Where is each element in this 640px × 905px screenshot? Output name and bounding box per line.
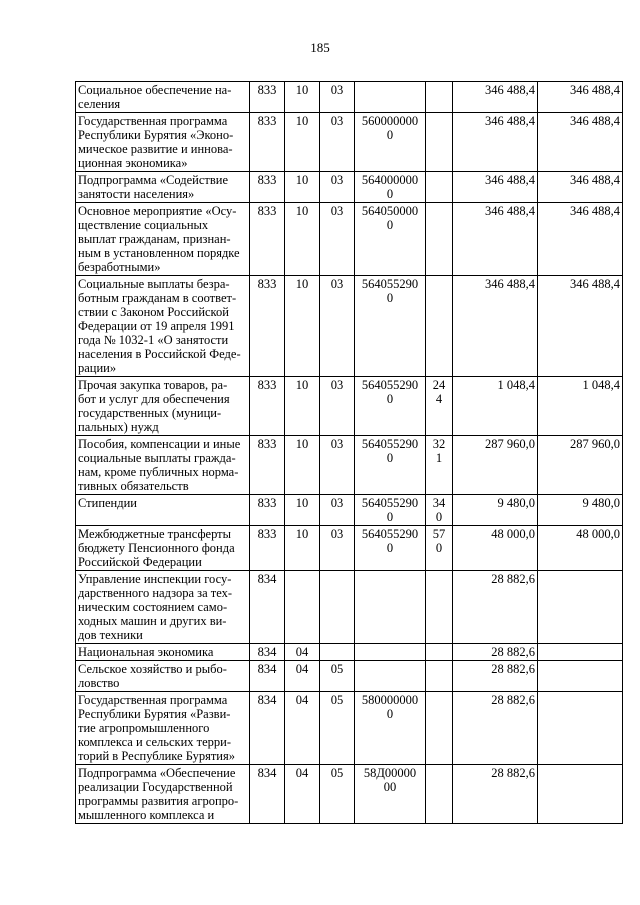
cell-section: 10 <box>285 203 320 276</box>
budget-table <box>75 81 623 824</box>
cell-amount-2: 346 488,4 <box>538 113 623 172</box>
cell-target-article: 564000000 0 <box>355 172 426 203</box>
cell-target-article: 564055290 0 <box>355 526 426 571</box>
cell-amount-1: 28 882,6 <box>453 644 538 661</box>
cell-expense-type <box>426 113 453 172</box>
table-row <box>76 276 623 377</box>
cell-subsection: 05 <box>320 765 355 824</box>
cell-amount-2: 346 488,4 <box>538 82 623 113</box>
cell-grbs: 834 <box>250 571 285 644</box>
cell-name: Социальные выплаты безра- ботным гражданам в соответ- ствии с Законом Российской Федерации от 19 апреля 1991 года № 1032-1 «О занятости населения в Российской Феде- рации» <box>76 276 250 377</box>
cell-expense-type: 34 0 <box>426 495 453 526</box>
cell-section: 10 <box>285 495 320 526</box>
cell-amount-1: 48 000,0 <box>453 526 538 571</box>
cell-grbs: 833 <box>250 276 285 377</box>
cell-subsection: 03 <box>320 82 355 113</box>
cell-expense-type <box>426 276 453 377</box>
cell-name: Национальная экономика <box>76 644 250 661</box>
cell-section: 10 <box>285 526 320 571</box>
cell-subsection: 03 <box>320 436 355 495</box>
table-row <box>76 495 623 526</box>
cell-section: 10 <box>285 436 320 495</box>
cell-subsection: 03 <box>320 172 355 203</box>
cell-grbs: 833 <box>250 526 285 571</box>
cell-section: 10 <box>285 172 320 203</box>
cell-section: 10 <box>285 276 320 377</box>
cell-expense-type <box>426 765 453 824</box>
cell-name: Стипендии <box>76 495 250 526</box>
cell-grbs: 833 <box>250 172 285 203</box>
cell-amount-2: 287 960,0 <box>538 436 623 495</box>
cell-amount-1: 28 882,6 <box>453 571 538 644</box>
cell-subsection: 03 <box>320 377 355 436</box>
cell-expense-type: 24 4 <box>426 377 453 436</box>
cell-grbs: 833 <box>250 203 285 276</box>
table-row <box>76 765 623 824</box>
cell-name: Подпрограмма «Обеспечение реализации Государственной программы развития агропро- мышленного комплекса и <box>76 765 250 824</box>
cell-name: Основное мероприятие «Осу- ществление социальных выплат гражданам, признан- ным в установленном порядке безработными» <box>76 203 250 276</box>
table-row <box>76 82 623 113</box>
cell-name: Государственная программа Республики Бурятия «Разви- тие агропромышленного комплекса и сельских терри- торий в Республике Бурятия» <box>76 692 250 765</box>
cell-amount-1: 346 488,4 <box>453 203 538 276</box>
cell-amount-1: 1 048,4 <box>453 377 538 436</box>
cell-amount-2 <box>538 661 623 692</box>
cell-amount-1: 346 488,4 <box>453 82 538 113</box>
cell-amount-1: 346 488,4 <box>453 276 538 377</box>
cell-grbs: 833 <box>250 113 285 172</box>
cell-subsection: 03 <box>320 113 355 172</box>
cell-target-article: 560000000 0 <box>355 113 426 172</box>
table-row <box>76 571 623 644</box>
cell-section <box>285 571 320 644</box>
cell-grbs: 833 <box>250 495 285 526</box>
budget-table-body <box>76 82 623 824</box>
cell-name: Сельское хозяйство и рыбо- ловство <box>76 661 250 692</box>
cell-amount-2 <box>538 644 623 661</box>
cell-subsection <box>320 571 355 644</box>
cell-target-article: 564055290 0 <box>355 276 426 377</box>
cell-amount-1: 28 882,6 <box>453 661 538 692</box>
table-row <box>76 692 623 765</box>
cell-expense-type <box>426 203 453 276</box>
cell-amount-2: 346 488,4 <box>538 203 623 276</box>
cell-target-article: 564050000 0 <box>355 203 426 276</box>
cell-expense-type <box>426 661 453 692</box>
cell-grbs: 833 <box>250 377 285 436</box>
table-row <box>76 377 623 436</box>
cell-expense-type <box>426 172 453 203</box>
cell-target-article <box>355 644 426 661</box>
table-row <box>76 436 623 495</box>
cell-subsection: 03 <box>320 276 355 377</box>
cell-expense-type <box>426 82 453 113</box>
cell-section: 04 <box>285 765 320 824</box>
cell-grbs: 833 <box>250 82 285 113</box>
cell-section: 04 <box>285 661 320 692</box>
cell-target-article <box>355 82 426 113</box>
cell-target-article: 564055290 0 <box>355 436 426 495</box>
cell-section: 04 <box>285 692 320 765</box>
cell-subsection: 05 <box>320 692 355 765</box>
table-row <box>76 113 623 172</box>
cell-amount-2 <box>538 692 623 765</box>
cell-grbs: 834 <box>250 661 285 692</box>
cell-expense-type: 32 1 <box>426 436 453 495</box>
cell-target-article: 58Д00000 00 <box>355 765 426 824</box>
cell-expense-type <box>426 644 453 661</box>
cell-section: 10 <box>285 377 320 436</box>
cell-amount-1: 346 488,4 <box>453 172 538 203</box>
table-row <box>76 172 623 203</box>
cell-section: 10 <box>285 82 320 113</box>
cell-expense-type <box>426 571 453 644</box>
cell-target-article <box>355 661 426 692</box>
cell-name: Управление инспекции госу- дарственного надзора за тех- ническим состоянием само- ходных машин и других ви- дов техники <box>76 571 250 644</box>
cell-expense-type: 57 0 <box>426 526 453 571</box>
cell-section: 10 <box>285 113 320 172</box>
cell-amount-2: 9 480,0 <box>538 495 623 526</box>
table-row <box>76 526 623 571</box>
cell-subsection: 05 <box>320 661 355 692</box>
cell-name: Государственная программа Республики Бурятия «Эконо- мическое развитие и иннова- ционная экономика» <box>76 113 250 172</box>
cell-grbs: 834 <box>250 692 285 765</box>
cell-amount-1: 9 480,0 <box>453 495 538 526</box>
cell-amount-2: 346 488,4 <box>538 276 623 377</box>
cell-name: Прочая закупка товаров, ра- бот и услуг для обеспечения государственных (муници- пальных) нужд <box>76 377 250 436</box>
table-row <box>76 644 623 661</box>
cell-amount-2 <box>538 765 623 824</box>
cell-amount-1: 28 882,6 <box>453 692 538 765</box>
cell-name: Социальное обеспечение на- селения <box>76 82 250 113</box>
cell-target-article: 564055290 0 <box>355 377 426 436</box>
cell-subsection: 03 <box>320 526 355 571</box>
cell-name: Межбюджетные трансферты бюджету Пенсионного фонда Российской Федерации <box>76 526 250 571</box>
cell-section: 04 <box>285 644 320 661</box>
cell-amount-2: 346 488,4 <box>538 172 623 203</box>
cell-grbs: 833 <box>250 436 285 495</box>
cell-amount-2: 48 000,0 <box>538 526 623 571</box>
table-row <box>76 203 623 276</box>
cell-target-article: 564055290 0 <box>355 495 426 526</box>
cell-name: Пособия, компенсации и иные социальные выплаты гражда- нам, кроме публичных норма- тивных обязательств <box>76 436 250 495</box>
cell-subsection <box>320 644 355 661</box>
cell-grbs: 834 <box>250 765 285 824</box>
cell-grbs: 834 <box>250 644 285 661</box>
cell-amount-2 <box>538 571 623 644</box>
cell-amount-2: 1 048,4 <box>538 377 623 436</box>
cell-expense-type <box>426 692 453 765</box>
cell-amount-1: 28 882,6 <box>453 765 538 824</box>
cell-target-article: 580000000 0 <box>355 692 426 765</box>
cell-name: Подпрограмма «Содействие занятости населения» <box>76 172 250 203</box>
cell-amount-1: 346 488,4 <box>453 113 538 172</box>
cell-subsection: 03 <box>320 203 355 276</box>
cell-target-article <box>355 571 426 644</box>
cell-subsection: 03 <box>320 495 355 526</box>
table-row <box>76 661 623 692</box>
cell-amount-1: 287 960,0 <box>453 436 538 495</box>
page-number: 185 <box>310 40 330 55</box>
